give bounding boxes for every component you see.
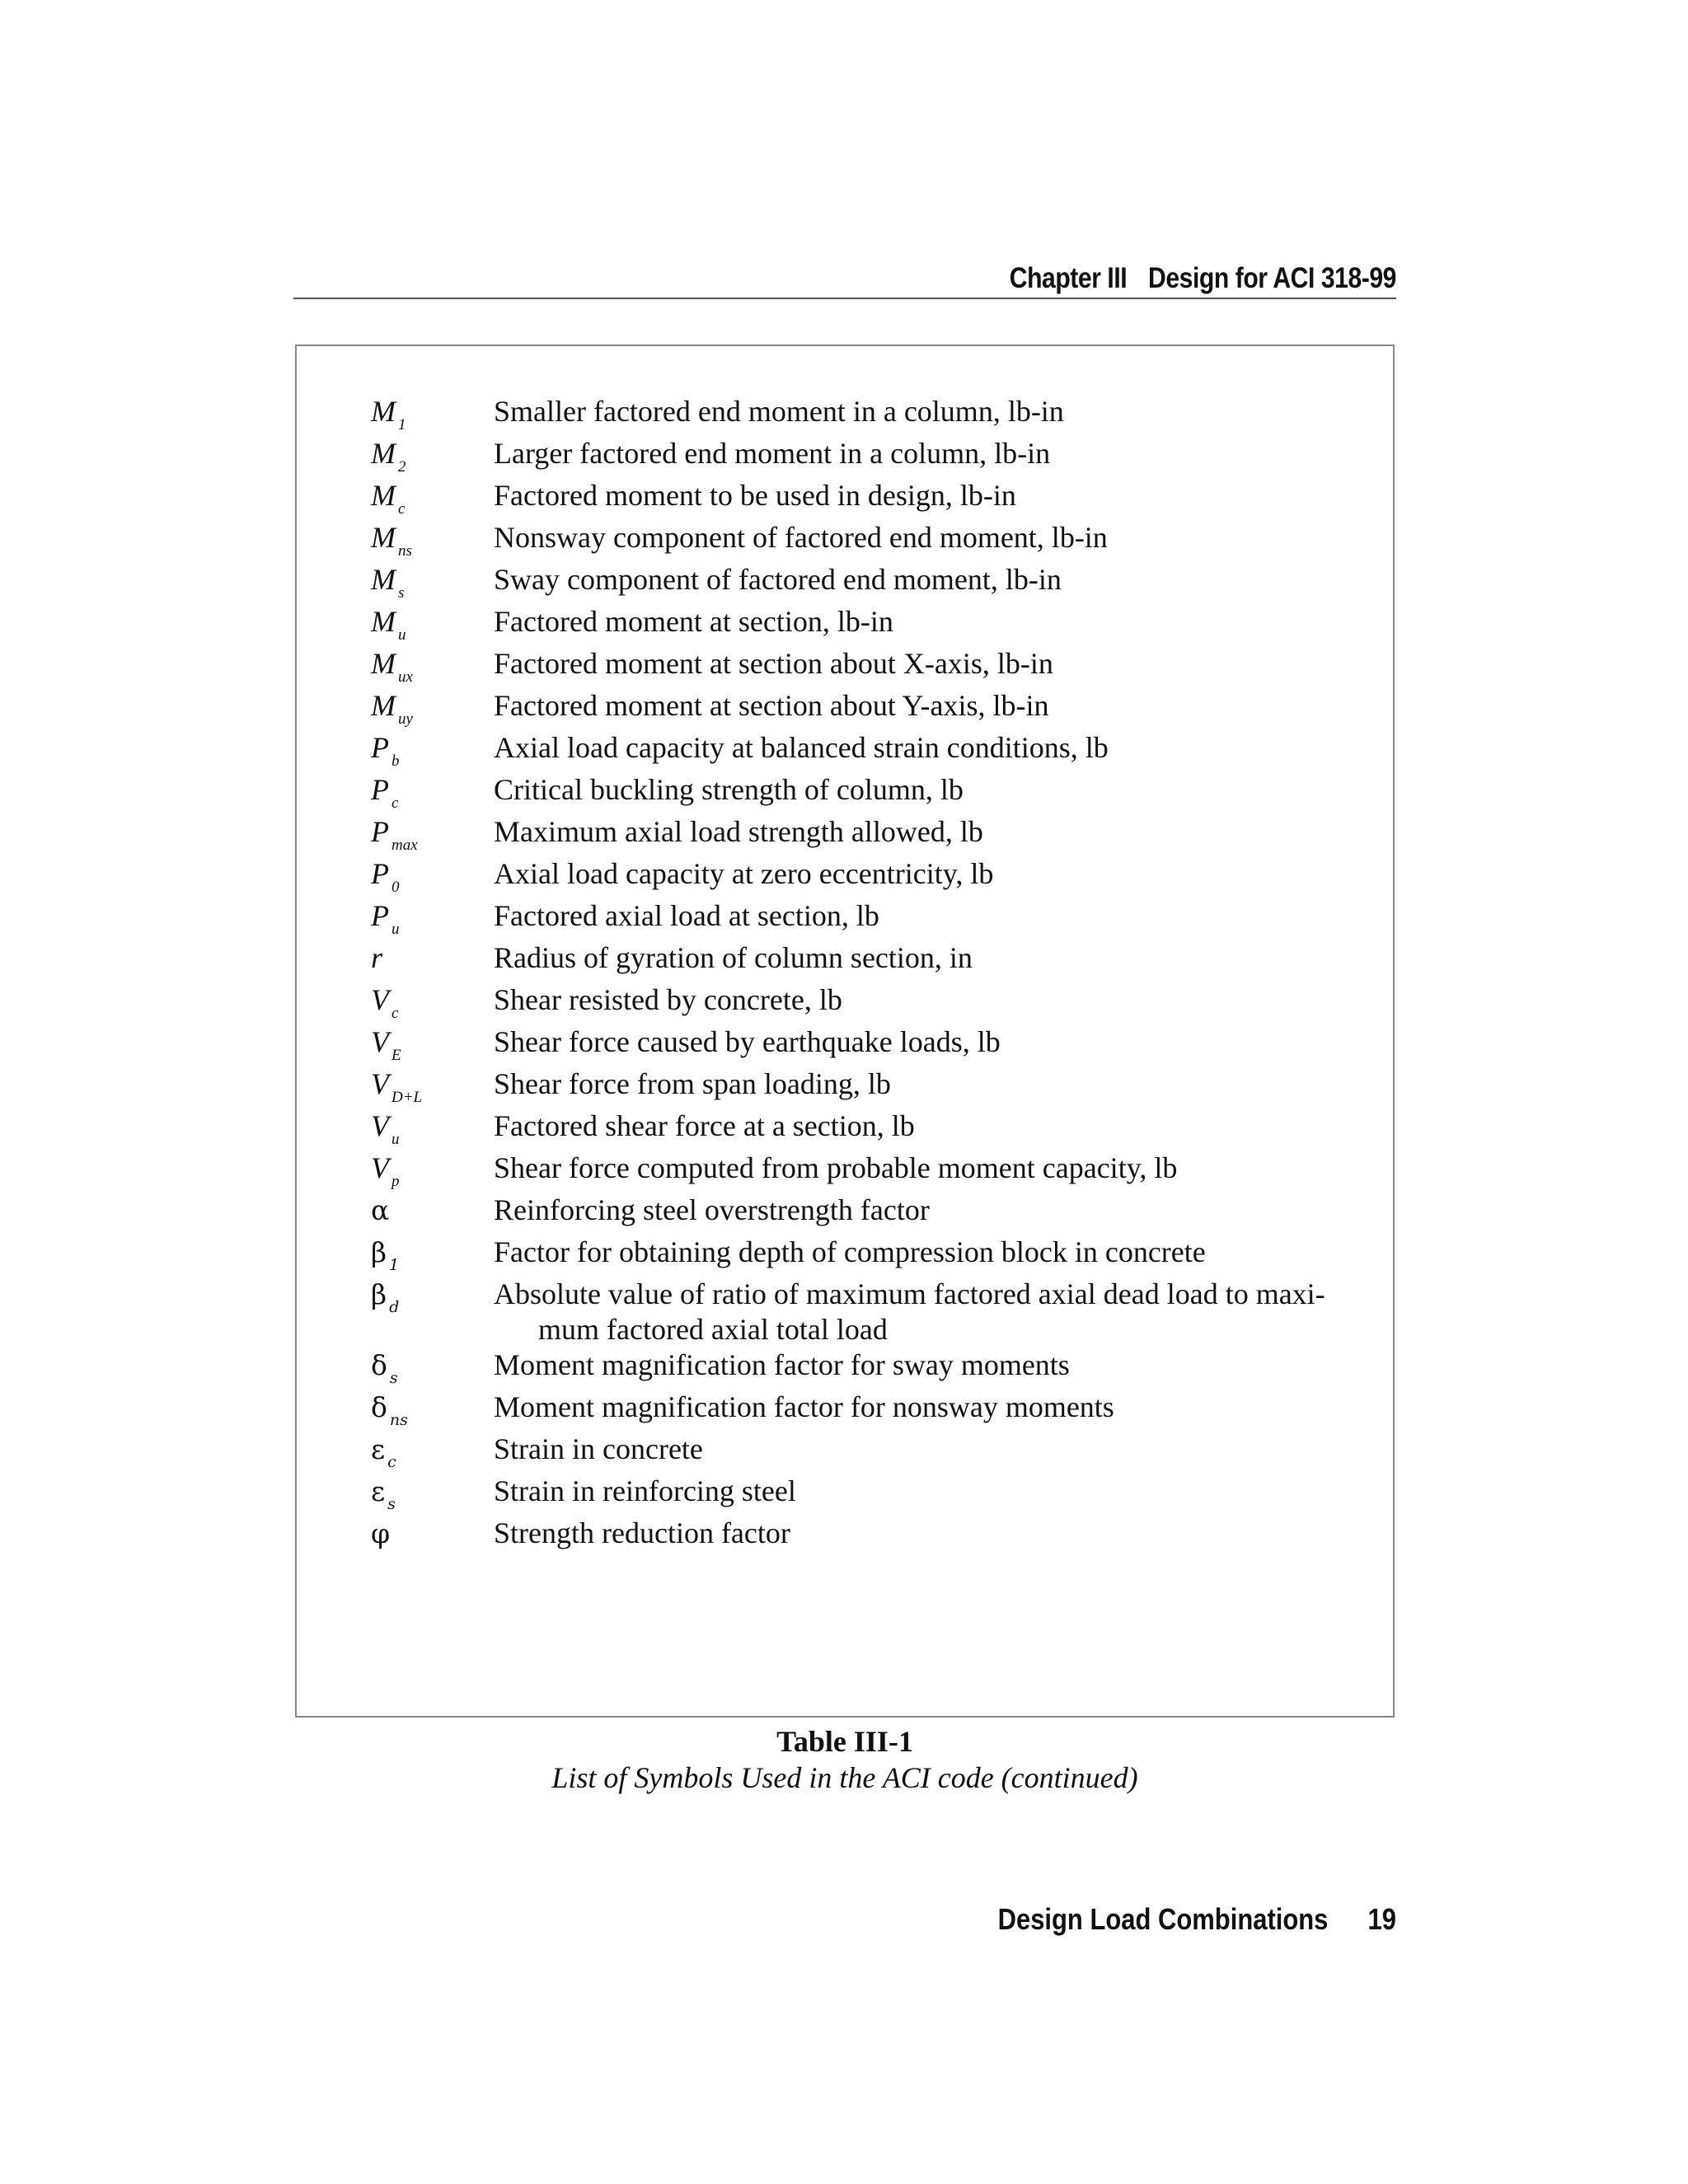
symbol-description bbox=[494, 478, 1376, 513]
symbol-subscript: ux bbox=[398, 668, 413, 686]
symbol-base: M bbox=[371, 479, 396, 512]
symbol-subscript: 0 bbox=[392, 879, 400, 896]
symbol-subscript: s bbox=[398, 584, 405, 602]
symbol-subscript: max bbox=[392, 837, 418, 854]
description-text: Larger factored end moment in a column, lb-in bbox=[494, 437, 1051, 470]
description-text: Shear force from span loading, lb bbox=[494, 1067, 891, 1100]
symbol-description bbox=[494, 688, 1376, 724]
symbol-description bbox=[494, 1277, 1376, 1347]
symbol-subscript: s bbox=[387, 1495, 396, 1513]
table-row bbox=[371, 688, 1376, 730]
description-text: Factor for obtaining depth of compression block in concrete bbox=[494, 1235, 1206, 1268]
symbol bbox=[371, 1277, 486, 1325]
description-text: Axial load capacity at balanced strain conditions, lb bbox=[494, 731, 1109, 764]
symbol-subscript: 1 bbox=[389, 1256, 400, 1274]
symbol-description bbox=[494, 562, 1376, 598]
symbol-base: ε bbox=[371, 1433, 386, 1465]
description-text: Absolute value of ratio of maximum factored axial dead load to maxi- bbox=[494, 1277, 1325, 1310]
symbol-subscript: c bbox=[392, 1005, 399, 1022]
table-row bbox=[371, 940, 1376, 982]
symbol-subscript: ns bbox=[398, 542, 412, 560]
symbol-description bbox=[494, 1024, 1376, 1060]
symbol-base: β bbox=[371, 1236, 387, 1268]
table-row bbox=[371, 1347, 1376, 1390]
table-row bbox=[371, 394, 1376, 436]
table-row bbox=[371, 1151, 1376, 1193]
symbol-base: P bbox=[371, 731, 389, 764]
table-row bbox=[371, 1066, 1376, 1108]
symbol-description bbox=[494, 982, 1376, 1018]
description-text: Shear force computed from probable moment capacity, lb bbox=[494, 1151, 1178, 1184]
table-row bbox=[371, 898, 1376, 940]
table-caption-subtitle: List of Symbols Used in the ACI code (continued) bbox=[551, 1761, 1138, 1794]
table-row bbox=[371, 982, 1376, 1024]
description-text: Shear force caused by earthquake loads, lb bbox=[494, 1025, 1001, 1058]
symbol-base: M bbox=[371, 689, 396, 722]
symbol-description bbox=[494, 436, 1376, 471]
symbol-base: α bbox=[371, 1194, 390, 1226]
symbol-subscript: u bbox=[398, 626, 406, 644]
symbol-description bbox=[494, 940, 1376, 976]
symbol-subscript: u bbox=[392, 921, 400, 938]
symbol-subscript: d bbox=[389, 1298, 400, 1316]
running-footer bbox=[448, 1902, 1396, 1937]
symbol-description bbox=[494, 1432, 1376, 1467]
description-text: Maximum axial load strength allowed, lb bbox=[494, 815, 983, 848]
symbols-table-rows bbox=[371, 394, 1376, 1558]
symbol-base: δ bbox=[371, 1391, 387, 1423]
symbols-table bbox=[295, 344, 1395, 1718]
table-row bbox=[371, 1108, 1376, 1151]
description-continuation: mum factored axial total load bbox=[538, 1313, 888, 1346]
table-row bbox=[371, 772, 1376, 814]
symbol-subscript: uy bbox=[398, 710, 413, 728]
symbol-base: M bbox=[371, 563, 396, 596]
symbol-base: M bbox=[371, 437, 396, 470]
symbol-subscript: ns bbox=[389, 1411, 408, 1429]
table-row bbox=[371, 1390, 1376, 1432]
running-header bbox=[448, 262, 1396, 295]
symbol-base: M bbox=[371, 605, 396, 638]
header-chapter: Chapter III bbox=[1009, 262, 1128, 294]
description-text: Smaller factored end moment in a column, lb-in bbox=[494, 395, 1064, 428]
description-text: Factored shear force at a section, lb bbox=[494, 1109, 915, 1142]
description-text: Strain in concrete bbox=[494, 1432, 703, 1465]
description-text: Factored moment to be used in design, lb-in bbox=[494, 479, 1016, 512]
symbol-description bbox=[494, 1108, 1376, 1144]
symbol-description bbox=[494, 814, 1376, 850]
description-text: Factored moment at section about X-axis, lb-in bbox=[494, 647, 1053, 680]
symbol-description bbox=[494, 646, 1376, 682]
symbol-base: ε bbox=[371, 1475, 386, 1507]
symbol-base: δ bbox=[371, 1349, 387, 1381]
symbol-description bbox=[494, 520, 1376, 555]
symbol-description bbox=[494, 1390, 1376, 1425]
symbol-description bbox=[494, 604, 1376, 640]
symbol-subscript: D+L bbox=[392, 1089, 423, 1106]
description-text: Axial load capacity at zero eccentricity, lb bbox=[494, 857, 994, 890]
table-row bbox=[371, 1277, 1376, 1347]
description-text: Reinforcing steel overstrength factor bbox=[494, 1193, 930, 1226]
table-row bbox=[371, 1235, 1376, 1277]
symbol-description bbox=[494, 898, 1376, 934]
symbol-description bbox=[494, 1516, 1376, 1551]
table-row bbox=[371, 562, 1376, 604]
symbol-base: β bbox=[371, 1278, 387, 1310]
symbol bbox=[371, 1516, 486, 1564]
symbol-description bbox=[494, 856, 1376, 892]
symbol-base: φ bbox=[371, 1517, 391, 1549]
description-text: Strain in reinforcing steel bbox=[494, 1474, 796, 1507]
description-text: Moment magnification factor for nonsway moments bbox=[494, 1390, 1114, 1423]
table-row bbox=[371, 1193, 1376, 1235]
symbol-subscript: c bbox=[392, 794, 399, 812]
description-text: Factored axial load at section, lb bbox=[494, 899, 879, 932]
description-text: Critical buckling strength of column, lb bbox=[494, 773, 964, 806]
description-text: Sway component of factored end moment, lb-in bbox=[494, 563, 1062, 596]
symbol-base: P bbox=[371, 815, 389, 848]
table-row bbox=[371, 646, 1376, 688]
symbol-base: V bbox=[371, 1151, 389, 1184]
page-number: 19 bbox=[1367, 1902, 1396, 1936]
table-row bbox=[371, 1024, 1376, 1066]
symbol-description bbox=[494, 1151, 1376, 1186]
description-text: Shear resisted by concrete, lb bbox=[494, 983, 842, 1016]
description-text: Nonsway component of factored end moment, lb-in bbox=[494, 521, 1108, 554]
symbol-description bbox=[494, 1235, 1376, 1270]
table-caption-title: Table III-1 bbox=[776, 1725, 913, 1758]
symbol-description bbox=[494, 1066, 1376, 1102]
symbol-description bbox=[494, 772, 1376, 808]
symbol-base: P bbox=[371, 899, 389, 932]
table-row bbox=[371, 436, 1376, 478]
table-row bbox=[371, 1432, 1376, 1474]
symbol-subscript: c bbox=[398, 500, 406, 518]
footer-section: Design Load Combinations bbox=[997, 1902, 1329, 1936]
symbol-description bbox=[494, 1474, 1376, 1509]
symbol-base: M bbox=[371, 521, 396, 554]
symbol-base: V bbox=[371, 983, 389, 1016]
symbol-subscript: 1 bbox=[398, 416, 406, 434]
symbol-description bbox=[494, 1347, 1376, 1383]
symbol-subscript: 2 bbox=[398, 458, 406, 476]
symbol-base: V bbox=[371, 1067, 389, 1100]
symbol-subscript: c bbox=[387, 1453, 396, 1471]
symbol-description bbox=[494, 730, 1376, 766]
symbol-base: V bbox=[371, 1109, 389, 1142]
description-text: Factored moment at section, lb-in bbox=[494, 605, 893, 638]
table-row bbox=[371, 814, 1376, 856]
symbol-subscript: u bbox=[392, 1131, 400, 1148]
table-row bbox=[371, 478, 1376, 520]
table-row bbox=[371, 520, 1376, 562]
table-row bbox=[371, 1516, 1376, 1558]
table-row bbox=[371, 856, 1376, 898]
header-rule bbox=[293, 298, 1396, 299]
symbol-description bbox=[494, 1193, 1376, 1228]
symbol-description bbox=[494, 394, 1376, 429]
table-row bbox=[371, 1474, 1376, 1516]
symbol-base: V bbox=[371, 1025, 389, 1058]
header-title: Design for ACI 318-99 bbox=[1148, 262, 1396, 294]
description-text: Moment magnification factor for sway moments bbox=[494, 1348, 1070, 1381]
symbol-base: M bbox=[371, 647, 396, 680]
description-text: Strength reduction factor bbox=[494, 1516, 790, 1549]
symbol-base: r bbox=[371, 941, 383, 974]
symbol-base: M bbox=[371, 395, 396, 428]
symbol-base: P bbox=[371, 773, 389, 806]
table-row bbox=[371, 730, 1376, 772]
symbol-base: P bbox=[371, 857, 389, 890]
description-text: Radius of gyration of column section, in bbox=[494, 941, 973, 974]
symbol-subscript: p bbox=[392, 1173, 400, 1190]
symbol-subscript: s bbox=[389, 1369, 398, 1387]
symbol-subscript: b bbox=[392, 752, 400, 770]
table-row bbox=[371, 604, 1376, 646]
description-text: Factored moment at section about Y-axis, lb-in bbox=[494, 689, 1049, 722]
symbol-subscript: E bbox=[392, 1047, 401, 1064]
